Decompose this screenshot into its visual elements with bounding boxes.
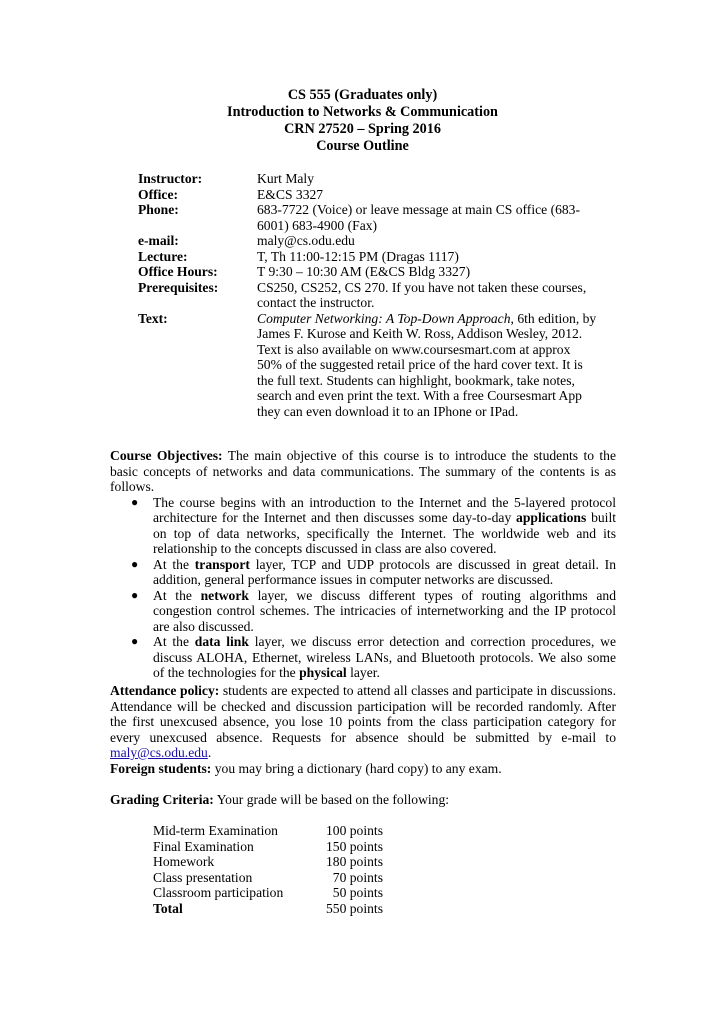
textbook-title: Computer Networking: A Top-Down Approach: [257, 310, 511, 326]
email-value: maly@cs.odu.edu: [257, 233, 355, 248]
objectives-list: [110, 495, 616, 681]
attendance-text: students are expected to attend all classes and participate in discussions. Attendance will be checked and discussion participation will be recorded randomly. After the first unexcused absence, you lose 10 points from the class participation category for every unexcused absence. Requests for absence should be submitted by e-mail to: [110, 683, 617, 745]
bullet-keyword: network: [200, 587, 249, 603]
grading-criteria-section: [110, 792, 616, 808]
office-value: E&CS 3327: [257, 186, 324, 202]
grade-item-name: Mid-term Examination: [153, 823, 278, 838]
phone-label: Phone:: [138, 202, 179, 217]
instructor-email-link[interactable]: maly@cs.odu.edu: [110, 745, 208, 760]
info-row-office-hours: [138, 264, 598, 280]
grade-item-points: 50 points: [332, 885, 383, 900]
grading-text: Your grade will be based on the following:: [213, 792, 450, 807]
course-info-block: [138, 171, 598, 419]
bullet-keyword: applications: [516, 510, 587, 525]
textbook-details: , 6th edition, by James F. Kurose and Keith W. Ross, Addison Wesley, 2012. Text is also available on www.coursesmart.com at approx 50% of the suggested retail price of the hard cover text. It is the full text. Students can highlight, bookmark, take notes, search and even print the text. With a free Coursesmart App they can even download it to an IPhone or IPad.: [257, 310, 597, 419]
info-row-prerequisites: [138, 280, 598, 311]
list-item: [110, 588, 616, 635]
grade-item-points: 150 points: [325, 838, 383, 854]
bullet-keyword: transport: [194, 556, 250, 572]
list-item: [110, 495, 616, 557]
bullet-keyword: data link: [194, 634, 249, 649]
info-row-lecture: [138, 249, 598, 265]
office-hours-label: Office Hours:: [138, 264, 218, 279]
document-header: [0, 87, 725, 155]
foreign-students-text: you may bring a dictionary (hard copy) to any exam.: [211, 761, 502, 776]
bullet-text: built on top of data networks, specifically the Internet. The worldwide web and its relationship to the concepts discussed in class are also covered.: [153, 510, 616, 556]
table-row: [153, 854, 383, 870]
grading-label: Grading Criteria:: [110, 792, 214, 807]
course-subtitle: Introduction to Networks & Communication: [227, 104, 498, 120]
list-item: [110, 634, 616, 681]
grade-total-label: Total: [153, 900, 183, 916]
objectives-label: Course Objectives:: [110, 448, 223, 463]
textbook-value: [257, 311, 598, 420]
office-label: Office:: [138, 186, 178, 202]
course-objectives-section: [110, 448, 616, 681]
bullet-icon: ●: [131, 494, 139, 509]
bullet-icon: ●: [131, 587, 139, 602]
instructor-value: Kurt Maly: [257, 171, 315, 186]
prerequisites-label: Prerequisites:: [138, 279, 219, 295]
lecture-value: T, Th 11:00-12:15 PM (Dragas 1117): [257, 248, 459, 264]
info-row-instructor: [138, 171, 598, 187]
text-label: Text:: [138, 310, 168, 326]
objectives-intro-text: The main objective of this course is to introduce the students to the basic concepts of networks and data communications. The summary of the contents is as follows.: [110, 448, 616, 494]
table-row: [153, 885, 383, 901]
course-title: CS 555 (Graduates only): [287, 87, 438, 103]
grade-item-name: Homework: [153, 854, 215, 869]
bullet-text: At the: [153, 634, 195, 649]
foreign-students-label: Foreign students:: [110, 761, 212, 776]
table-row-total: [153, 901, 383, 917]
foreign-students-section: [110, 761, 616, 777]
attendance-label: Attendance policy:: [110, 683, 220, 698]
table-row: [153, 823, 383, 839]
grade-item-points: 180 points: [325, 854, 383, 869]
bullet-keyword: physical: [299, 665, 347, 680]
list-item: [110, 557, 616, 588]
info-row-office: [138, 187, 598, 203]
grade-total-points: 550 points: [325, 900, 383, 916]
grade-item-name: Classroom participation: [153, 885, 284, 900]
attendance-policy-section: [110, 683, 616, 761]
course-crn-term: CRN 27520 – Spring 2016: [284, 121, 441, 137]
prerequisites-value: CS250, CS252, CS 270. If you have not taken these courses, contact the instructor.: [257, 279, 587, 310]
bullet-text: layer, TCP and UDP protocols are discussed in great detail. In addition, general performance issues in computer networks are discussed.: [153, 556, 617, 587]
info-row-email: [138, 233, 598, 249]
bullet-text: At the: [153, 556, 195, 572]
bullet-text: The course begins with an introduction to the Internet and the 5-layered protocol architecture for the Internet and then discusses some day-to-day: [153, 494, 616, 525]
bullet-icon: ●: [131, 556, 139, 571]
objectives-intro: [110, 448, 616, 495]
lecture-label: Lecture:: [138, 248, 188, 264]
office-hours-value: T 9:30 – 10:30 AM (E&CS Bldg 3327): [257, 264, 471, 279]
bullet-text: layer, we discuss different types of routing algorithms and congestion control schemes. The intricacies of internetworking and the IP protocol are also discussed.: [153, 587, 617, 634]
bullet-text: layer.: [346, 665, 380, 680]
grade-item-points: 70 points: [332, 869, 383, 885]
table-row: [153, 839, 383, 855]
email-label: e-mail:: [138, 233, 179, 248]
attendance-end: .: [207, 745, 212, 760]
document-title: Course Outline: [316, 138, 409, 154]
instructor-label: Instructor:: [138, 171, 203, 186]
grade-item-name: Final Examination: [153, 838, 254, 854]
bullet-text: At the: [153, 587, 201, 603]
phone-value: 683-7722 (Voice) or leave message at main CS office (683-6001) 683-4900 (Fax): [257, 202, 581, 233]
info-row-text: [138, 311, 598, 420]
grade-item-name: Class presentation: [153, 869, 253, 885]
bullet-icon: ●: [131, 634, 139, 648]
info-row-phone: [138, 202, 598, 233]
grade-item-points: 100 points: [325, 823, 383, 838]
table-row: [153, 870, 383, 886]
grading-table: [153, 823, 383, 916]
bullet-text: layer, we discuss error detection and correction procedures, we discuss ALOHA, Ethernet, wireless LANs, and Bluetooth protocols. We also some of the technologies for the: [153, 634, 617, 680]
